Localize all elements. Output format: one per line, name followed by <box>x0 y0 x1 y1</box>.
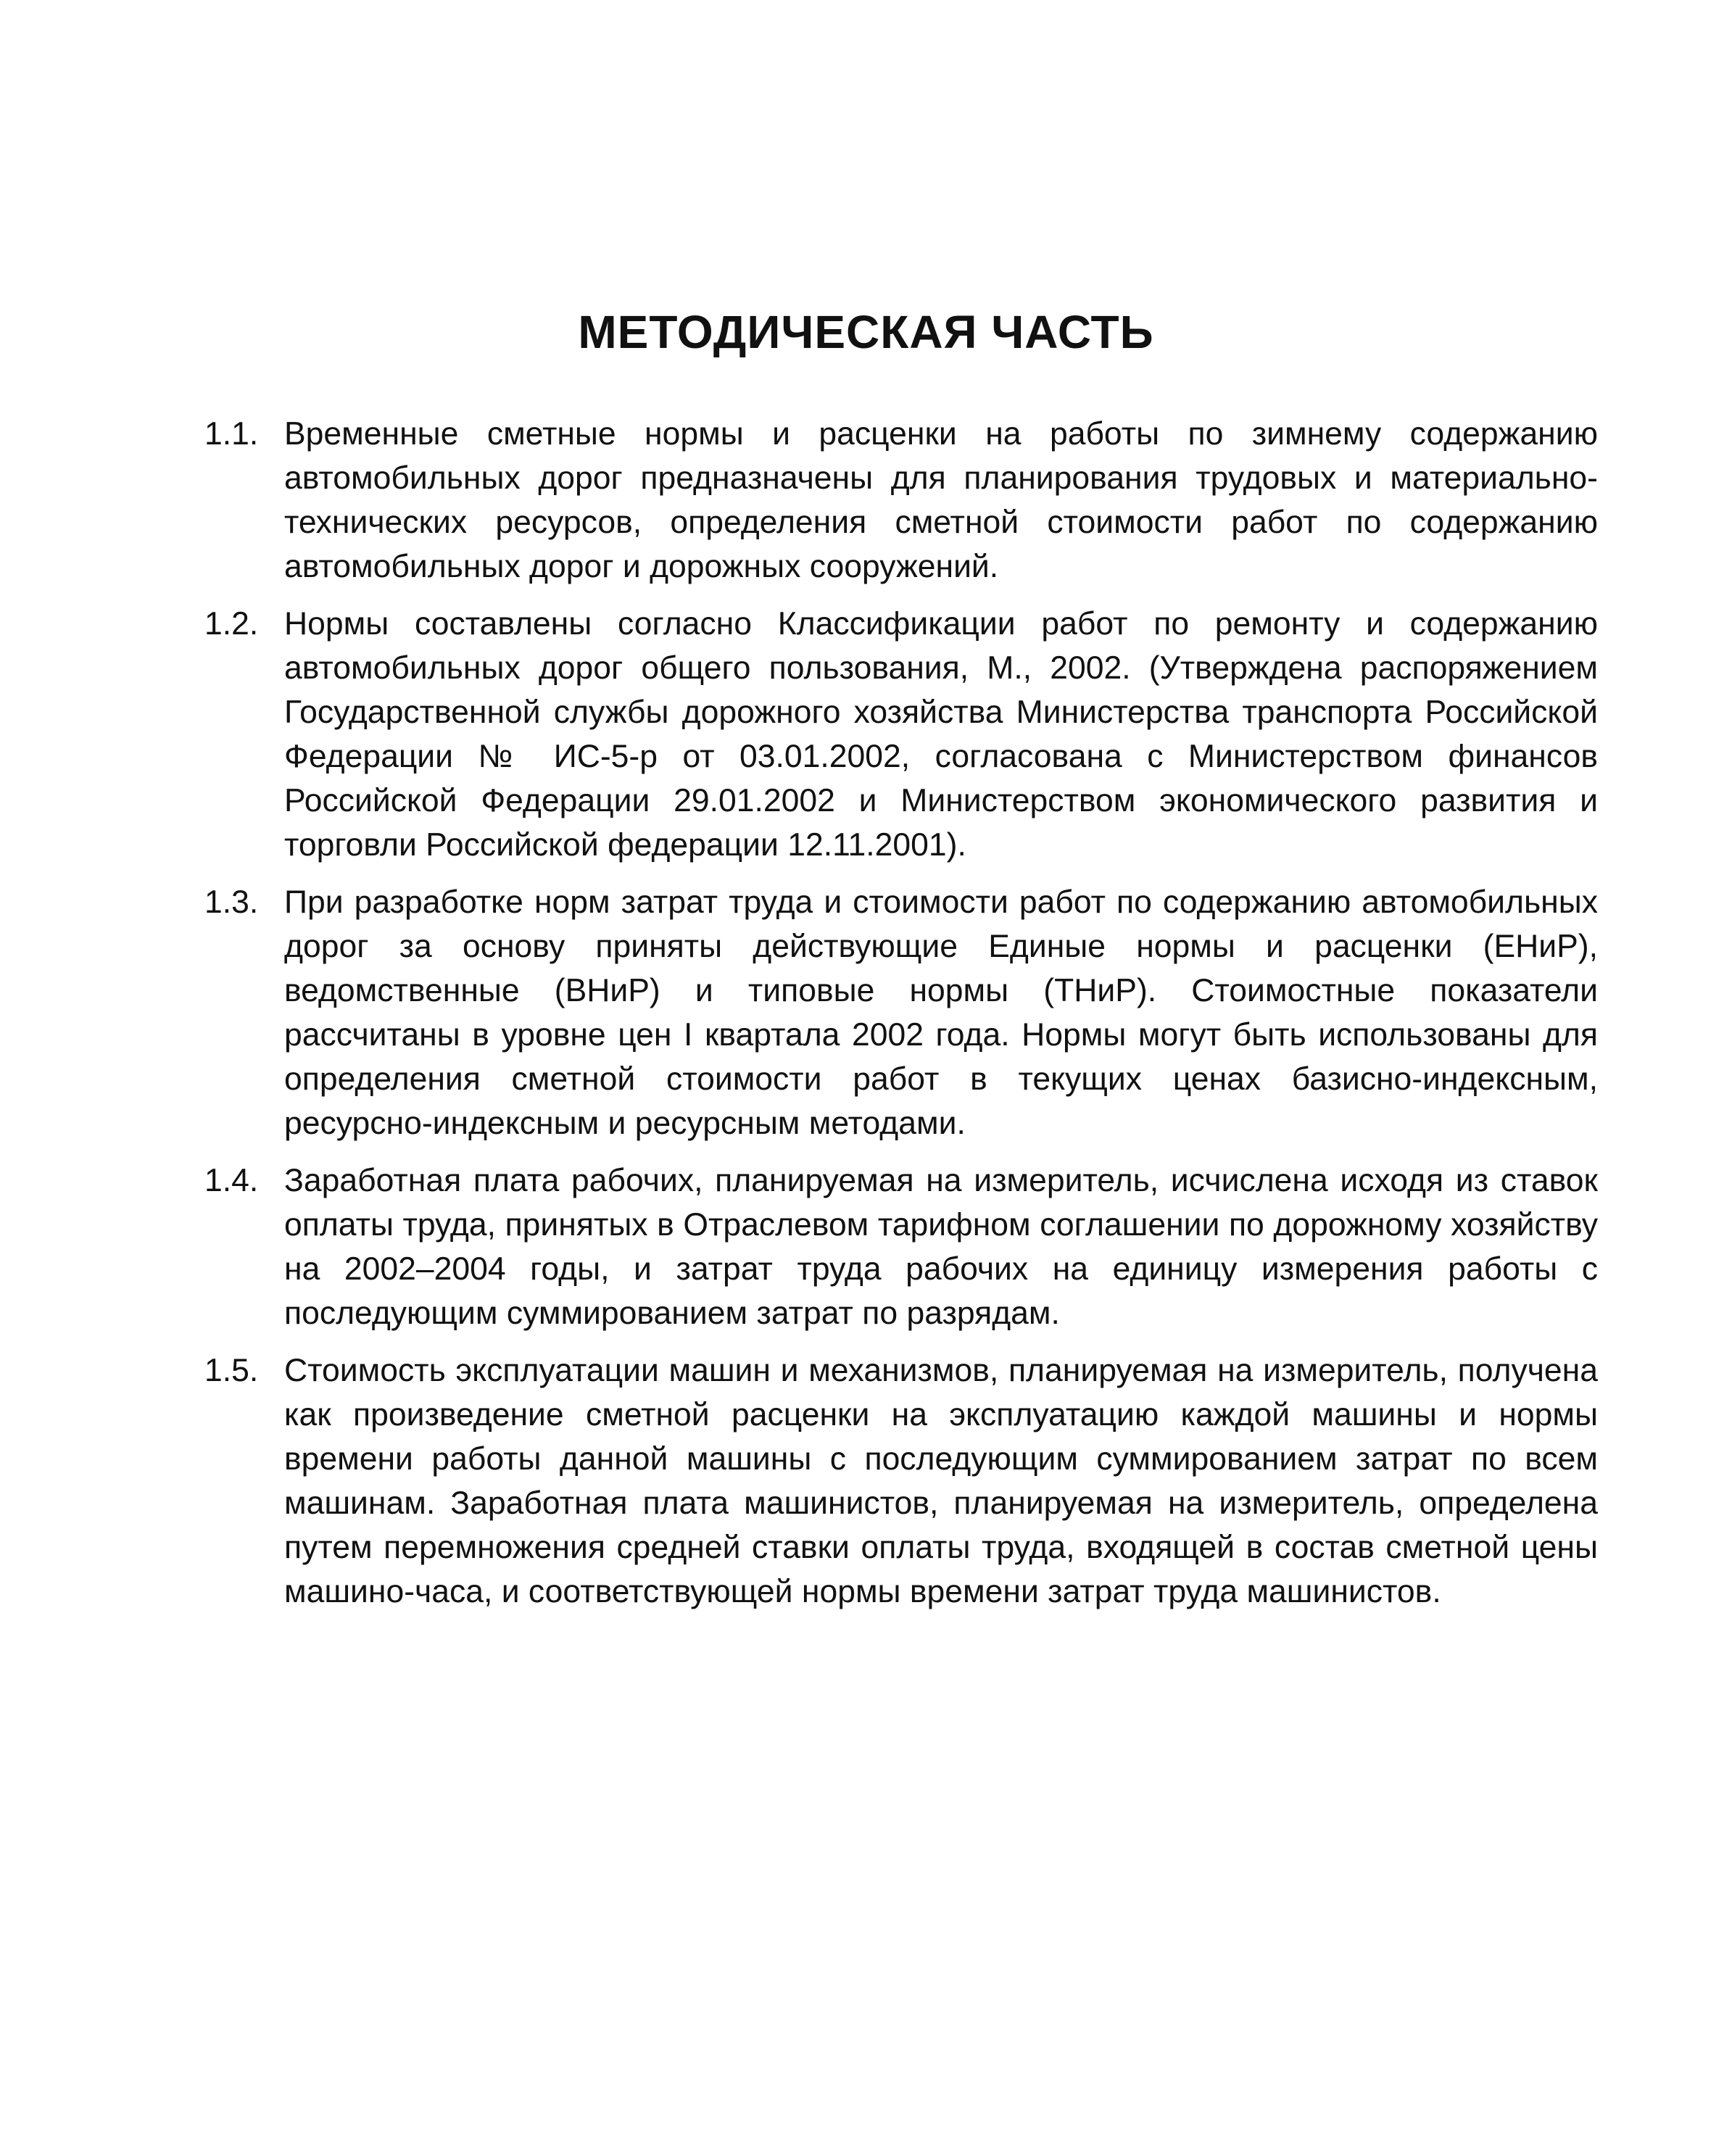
section-list <box>204 412 1598 1627</box>
section-text: При разработке норм затрат труда и стоимости работ по содержанию автомобильных дорог за основу приняты действующие Единые нормы и расценки (ЕНиР), ведомственные (ВНиР) и типовые нормы (ТНиР). Стоимостные показатели рассчитаны в уровне цен I квартала 2002 года. Нормы могут быть использованы для определения сметной стоимости работ в текущих ценах базисно-индексным, ресурсно-индексным и ресурсным методами. <box>284 884 1598 1141</box>
section-1-4 <box>204 1158 1598 1335</box>
section-1-5 <box>204 1348 1598 1614</box>
section-number: 1.3. <box>204 884 259 920</box>
section-text: Временные сметные нормы и расценки на работы по зимнему содержанию автомобильных дорог предназначены для планирования трудовых и материально-технических ресурсов, определения сметной стоимости работ по содержанию автомобильных дорог и дорожных сооружений. <box>284 416 1598 584</box>
section-number: 1.1. <box>204 416 259 452</box>
section-text: Нормы составлены согласно Классификации работ по ремонту и содержанию автомобильных дорог общего пользования, М., 2002. (Утверждена распоряжением Государственной службы дорожного хозяйства Министерства транспорта Российской Федерации № ИС-5-р от 03.01.2002, согласована с Министерством финансов Российской Федерации 29.01.2002 и Министерством экономического развития и торговли Российской федерации 12.11.2001). <box>284 606 1598 863</box>
section-1-1 <box>204 412 1598 589</box>
section-text: Стоимость эксплуатации машин и механизмов, планируемая на измеритель, получена как произведение сметной расценки на эксплуатацию каждой машины и нормы времени работы данной машины с последующим суммированием затрат по всем машинам. Заработная плата машинистов, планируемая на измеритель, определена путем перемножения средней ставки оплаты труда, входящей в состав сметной цены машино-часа, и соответствующей нормы времени затрат труда машинистов. <box>284 1353 1598 1609</box>
page-title: МЕТОДИЧЕСКАЯ ЧАСТЬ <box>578 306 1154 358</box>
section-text: Заработная плата рабочих, планируемая на измеритель, исчислена исходя из ставок оплаты труда, принятых в Отраслевом тарифном соглашении по дорожному хозяйству на 2002–2004 годы, и затрат труда рабочих на единицу измерения работы с последующим суммированием затрат по разрядам. <box>284 1163 1598 1331</box>
section-number: 1.4. <box>204 1163 259 1198</box>
section-number: 1.5. <box>204 1353 259 1388</box>
section-number: 1.2. <box>204 606 259 642</box>
section-1-2 <box>204 602 1598 867</box>
section-1-3 <box>204 880 1598 1145</box>
